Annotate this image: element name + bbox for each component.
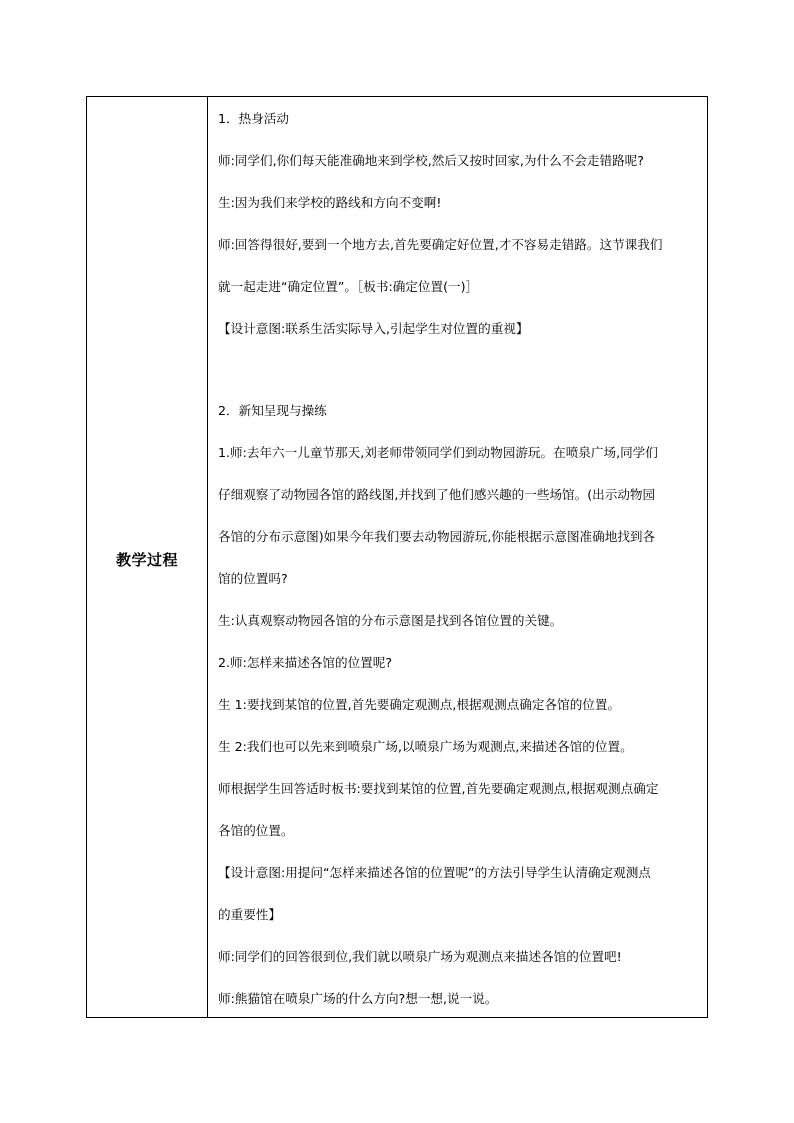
paragraph-line: 生 1:要找到某馆的位置,首先要确定观测点,根据观测点确定各馆的位置。	[218, 697, 621, 712]
paragraph-line: 生 2:我们也可以先来到喷泉广场,以喷泉广场为观测点,来描述各馆的位置。	[218, 739, 633, 754]
paragraph-line: 仔细观察了动物园各馆的路线图,并找到了他们感兴趣的一些场馆。(出示动物园	[218, 487, 656, 502]
paragraph-line: 师根据学生回答适时板书:要找到某馆的位置,首先要确定观测点,根据观测点确定	[218, 781, 659, 796]
design-intent-note: 【设计意图:联系生活实际导入,引起学生对位置的重视】	[218, 321, 529, 336]
lesson-table	[86, 96, 708, 1018]
paragraph-line: 师:回答得很好,要到一个地方去,首先要确定好位置,才不容易走错路。这节课我们	[218, 237, 663, 252]
paragraph-line: 师:同学们的回答很到位,我们就以喷泉广场为观测点来描述各馆的位置吧!	[218, 949, 622, 964]
paragraph-line: 师:熊猫馆在喷泉广场的什么方向?想一想,说一说。	[218, 991, 498, 1006]
paragraph-line: 1．热身活动	[218, 111, 289, 126]
paragraph-line: 生:因为我们来学校的路线和方向不变啊!	[218, 195, 442, 210]
section-label: 教学过程	[115, 550, 178, 569]
design-intent-note: 的重要性】	[218, 907, 281, 922]
design-intent-note: 【设计意图:用提问“怎样来描述各馆的位置呢”的方法引导学生认清确定观测点	[218, 865, 651, 880]
paragraph-line: 各馆的位置。	[218, 823, 294, 838]
paragraph-line: 2．新知呈现与操练	[218, 403, 327, 418]
section-label-cell	[87, 97, 208, 1017]
paragraph-line: 1.师:去年六一儿童节那天,刘老师带领同学们到动物园游玩。在喷泉广场,同学们	[218, 445, 658, 460]
paragraph-line: 就一起走进“确定位置”。［板书:确定位置(一)］	[218, 279, 479, 294]
paragraph-line: 2.师:怎样来描述各馆的位置呢?	[218, 655, 393, 670]
paragraph-line: 师:同学们,你们每天能准确地来到学校,然后又按时回家,为什么不会走错路呢?	[218, 153, 644, 168]
paragraph-line: 馆的位置吗?	[218, 571, 288, 586]
paragraph-line: 生:认真观察动物园各馆的分布示意图是找到各馆位置的关键。	[218, 613, 563, 628]
paragraph-line: 各馆的分布示意图)如果今年我们要去动物园游玩,你能根据示意图准确地找到各	[218, 529, 656, 544]
section-content-cell	[208, 97, 707, 1017]
